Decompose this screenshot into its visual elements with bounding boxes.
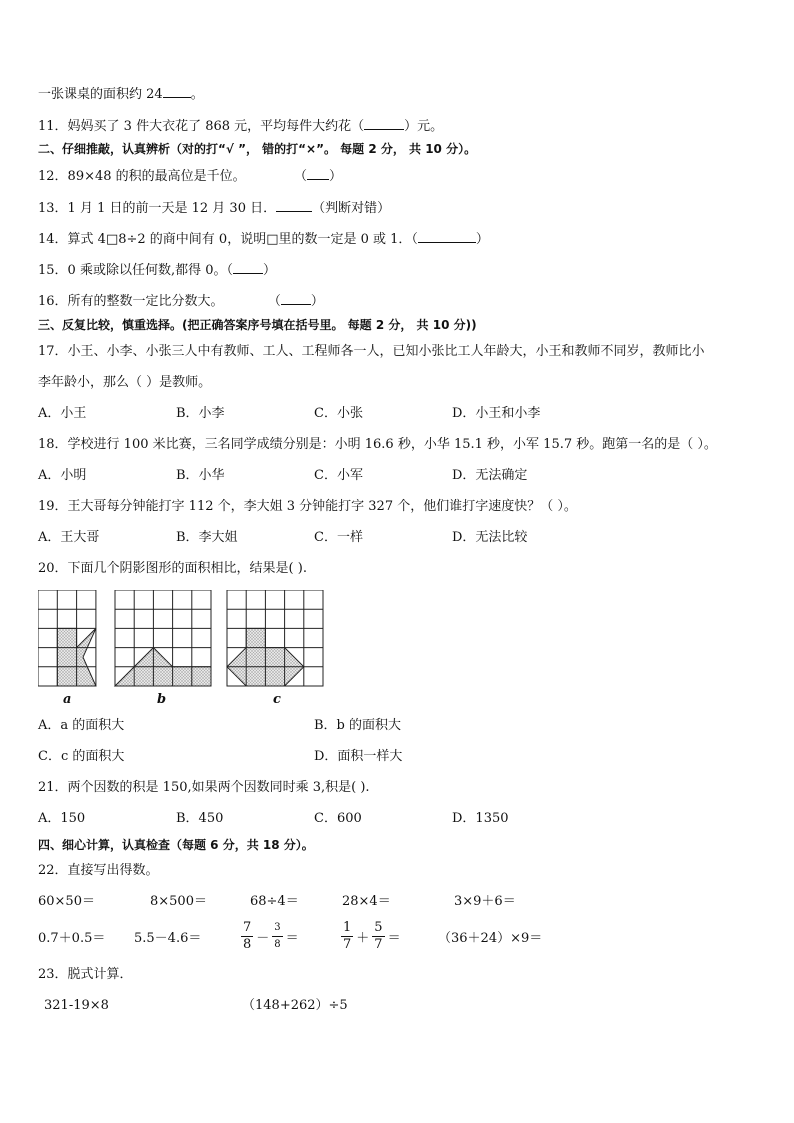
option-c[interactable]: C．小张 (314, 406, 363, 421)
option-b[interactable]: B．450 (176, 811, 224, 826)
question-11: 11．妈妈买了 3 件大衣花了 868 元，平均每件大约花（ ）元。 (38, 115, 443, 136)
answer-blank[interactable] (364, 115, 404, 130)
fraction-expression-1[interactable]: 7 8 － 3 8 ＝ (243, 920, 299, 952)
question-15: 15．0 乘或除以任何数,都得 0。（ ） (38, 259, 276, 280)
calc-item[interactable]: （148+262）÷5 (242, 998, 348, 1013)
figure-c-label: c (273, 692, 281, 707)
answer-blank[interactable] (281, 290, 311, 305)
option-d[interactable]: D．无法确定 (452, 468, 528, 483)
option-c[interactable]: C．小军 (314, 468, 363, 483)
option-a[interactable]: A．小王 (38, 406, 87, 421)
question-17-line-1: 17．小王、小李、小张三人中有教师、工人、工程师各一人，已知小张比工人年龄大，小王和教师不同岁，教师比小 (38, 344, 705, 359)
option-d[interactable]: D．无法比较 (452, 530, 528, 545)
option-b[interactable]: B．李大姐 (176, 530, 238, 545)
option-a[interactable]: A．小明 (38, 468, 87, 483)
question-23: 23．脱式计算． (38, 967, 133, 982)
option-a[interactable]: A．a 的面积大 (38, 718, 125, 733)
calc-item[interactable]: 3×9＋6＝ (454, 894, 516, 909)
fraction: 1 7 (343, 920, 352, 952)
calc-item[interactable]: 0.7＋0.5＝ (38, 931, 106, 946)
section-4-title: 四、细心计算，认真检查（每题 6 分，共 18 分）。 (38, 838, 314, 852)
answer-blank[interactable] (233, 259, 263, 274)
fraction: 7 8 (243, 920, 252, 952)
question-16: 16．所有的整数一定比分数大。 （ ） (38, 290, 324, 311)
question-20: 20．下面几个阴影图形的面积相比，结果是( ). (38, 561, 307, 576)
fraction: 5 7 (374, 920, 383, 952)
section-3-title: 三、反复比较，慎重选择。(把正确答案序号填在括号里。 每题 2 分， 共 10 分)) (38, 318, 477, 332)
figure-b (115, 590, 211, 686)
question-18: 18．学校进行 100 米比赛，三名同学成绩分别是：小明 16.6 秒，小华 15.1 秒，小军 15.7 秒。跑第一名的是（ ）。 (38, 437, 717, 452)
option-b[interactable]: B．小华 (176, 468, 225, 483)
question-19: 19．王大哥每分钟能打字 112 个，李大姐 3 分钟能打字 327 个，他们谁打字速度快？（ ）。 (38, 499, 577, 514)
calc-item[interactable]: 68÷4＝ (250, 894, 299, 909)
answer-blank[interactable] (418, 228, 476, 243)
option-d[interactable]: D．面积一样大 (314, 749, 403, 764)
fraction: 3 8 (274, 922, 281, 950)
option-d[interactable]: D．小王和小李 (452, 406, 541, 421)
option-a[interactable]: A．王大哥 (38, 530, 100, 545)
calc-item[interactable]: 60×50＝ (38, 894, 95, 909)
figure-b-label: b (157, 692, 167, 707)
option-b[interactable]: B．b 的面积大 (314, 718, 402, 733)
question-10: 一张课桌的面积约 24 。 (38, 83, 204, 104)
question-21: 21．两个因数的积是 150,如果两个因数同时乘 3,积是( ). (38, 780, 370, 795)
calc-item[interactable]: 28×4＝ (342, 894, 391, 909)
question-13: 13．1 月 1 日的前一天是 12 月 30 日． （判断对错） (38, 197, 390, 218)
question-12: 12．89×48 的积的最高位是千位。 （ ） (38, 165, 342, 186)
option-b[interactable]: B．小李 (176, 406, 225, 421)
answer-blank[interactable] (163, 83, 191, 98)
figure-a (38, 590, 96, 686)
question-17-line-2: 李年龄小，那么（ ）是教师。 (38, 375, 212, 390)
question-22: 22．直接写出得数。 (38, 863, 159, 878)
option-c[interactable]: C．c 的面积大 (38, 749, 125, 764)
calc-item[interactable]: 5.5－4.6＝ (134, 931, 202, 946)
fraction-expression-2[interactable]: 1 7 ＋ 5 7 ＝ (343, 920, 401, 952)
option-a[interactable]: A．150 (38, 811, 86, 826)
option-d[interactable]: D．1350 (452, 811, 509, 826)
figure-c (227, 590, 323, 686)
figure-a-label: a (63, 692, 72, 707)
shaded-figures (38, 590, 328, 688)
answer-blank[interactable] (276, 197, 312, 212)
question-14: 14．算式 4□8÷2 的商中间有 0，说明□里的数一定是 0 或 1．（ ） (38, 228, 489, 249)
calc-item[interactable]: （36＋24）×9＝ (438, 931, 543, 946)
calc-item[interactable]: 8×500＝ (150, 894, 207, 909)
option-c[interactable]: C．600 (314, 811, 362, 826)
option-c[interactable]: C．一样 (314, 530, 363, 545)
calc-item[interactable]: 321-19×8 (44, 998, 109, 1013)
section-2-title: 二、仔细推敲，认真辨析（对的打“√ ”， 错的打“×”。 每题 2 分， 共 10 分）。 (38, 142, 477, 156)
answer-blank[interactable] (307, 165, 329, 180)
